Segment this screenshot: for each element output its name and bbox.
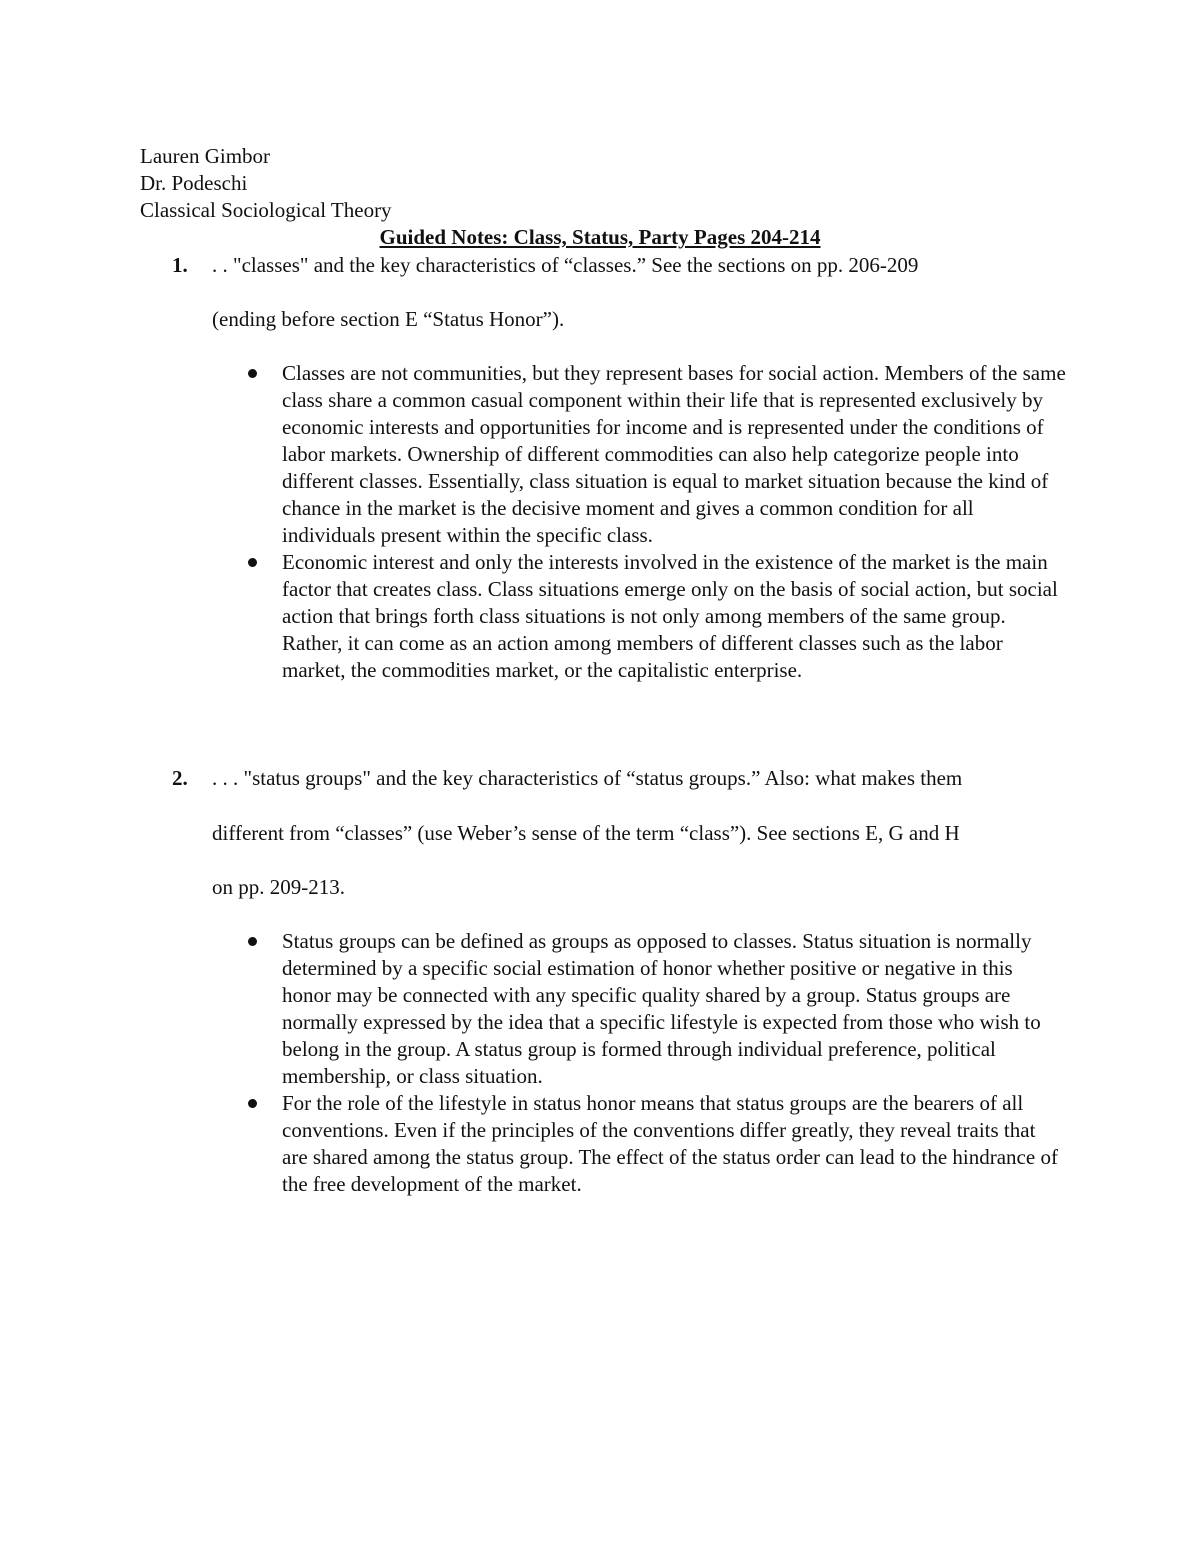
bullet-icon (248, 937, 257, 946)
document-header (140, 143, 392, 224)
question-prompt-line: (ending before section E “Status Honor”). (212, 307, 565, 331)
author-name: Lauren Gimbor (140, 144, 271, 168)
answer-bullet (246, 360, 1066, 549)
bullet-icon (248, 1099, 257, 1108)
answer-bullet-list (246, 928, 1066, 1198)
answer-bullet (246, 1090, 1066, 1198)
answer-text: For the role of the lifestyle in status honor means that status groups are the bearers of all conventions. Even if the principles of the conventions differ greatly, they reveal traits that are shared among the status group. The effect of the status order can lead to the hindrance of the free development of the market. (282, 1091, 1058, 1196)
answer-bullet (246, 549, 1066, 684)
course-name: Classical Sociological Theory (140, 198, 392, 222)
question-prompt-line: . . . "status groups" and the key characteristics of “status groups.” Also: what makes them (212, 766, 963, 790)
question-prompt-line: . . "classes" and the key characteristics of “classes.” See the sections on pp. 206-209 (212, 253, 919, 277)
answer-text: Classes are not communities, but they represent bases for social action. Members of the same class share a common casual component within their life that is represented exclusively by economic interests and opportunities for income and is represented under the conditions of labor markets. Ownership of different commodities can also help categorize people into different classes. Essentially, class situation is equal to market situation because the kind of chance in the market is the decisive moment and gives a common condition for all individuals present within the specific class. (282, 361, 1066, 547)
bullet-icon (248, 369, 257, 378)
bullet-icon (248, 558, 257, 567)
answer-bullet-list (246, 360, 1066, 684)
question-number: 2. (172, 766, 188, 790)
question-prompt-line: on pp. 209-213. (212, 875, 345, 899)
instructor-name: Dr. Podeschi (140, 171, 248, 195)
document-title: Guided Notes: Class, Status, Party Pages 204-214 (379, 225, 821, 249)
answer-text: Economic interest and only the interests involved in the existence of the market is the main factor that creates class. Class situations emerge only on the basis of social action, but social action that brings forth class situations is not only among members of the same group. Rather, it can come as an action among members of different classes such as the labor market, the commodities market, or the capitalistic enterprise. (282, 550, 1058, 682)
answer-text: Status groups can be defined as groups as opposed to classes. Status situation is normally determined by a specific social estimation of honor whether positive or negative in this honor may be connected with any specific quality shared by a group. Status groups are normally expressed by the idea that a specific lifestyle is expected from those who wish to belong in the group. A status group is formed through individual preference, political membership, or class situation. (282, 929, 1041, 1088)
question-number: 1. (172, 253, 188, 277)
question-prompt-line: different from “classes” (use Weber’s sense of the term “class”). See sections E, G and H (212, 821, 960, 845)
answer-bullet (246, 928, 1066, 1090)
